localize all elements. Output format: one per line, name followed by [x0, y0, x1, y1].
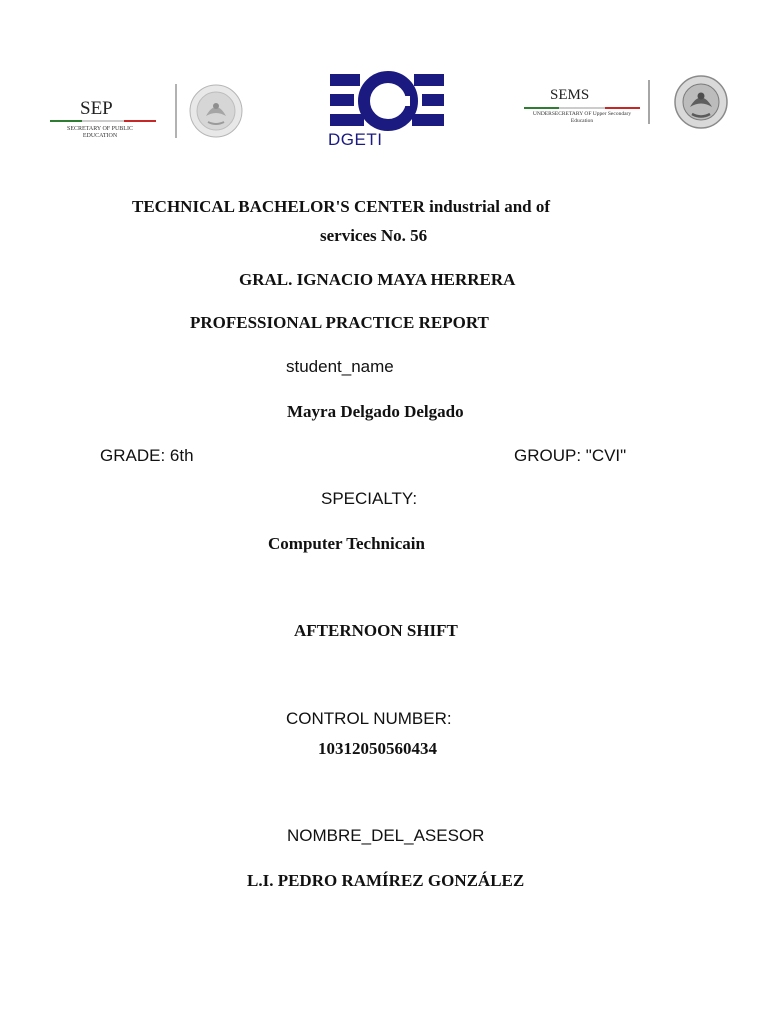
mexico-seal-icon — [668, 74, 734, 130]
mexico-seal-icon — [172, 80, 252, 142]
specialty-value: Computer Technicain — [268, 534, 425, 553]
institution-line-2: services No. 56 — [320, 226, 428, 245]
control-number-label: CONTROL NUMBER: — [286, 709, 452, 728]
report-title: PROFESSIONAL PRACTICE REPORT — [190, 313, 489, 332]
sep-logo-subtitle: SECRETARY OF PUBLIC EDUCATION — [67, 126, 133, 139]
sems-logo-text: SEMS — [550, 87, 590, 103]
dgeti-logo — [326, 70, 448, 152]
school-name: GRAL. IGNACIO MAYA HERRERA — [239, 270, 516, 289]
sems-logo — [522, 78, 652, 134]
shift: AFTERNOON SHIFT — [294, 621, 458, 640]
sep-logo — [46, 72, 166, 144]
student-label: student_name — [286, 357, 394, 376]
specialty-label: SPECIALTY: — [321, 489, 418, 508]
student-name: Mayra Delgado Delgado — [287, 402, 464, 421]
tricolor-line — [524, 107, 640, 109]
sems-logo-subtitle: UNDERSECRETARY OF Upper Secondary Education — [532, 111, 632, 124]
dgeti-logo-text: DGETI — [328, 130, 383, 149]
control-number: 10312050560434 — [318, 739, 437, 758]
sep-logo-text: SEP — [80, 98, 113, 119]
advisor-label: NOMBRE_DEL_ASESOR — [287, 826, 485, 845]
institution-line-1: TECHNICAL BACHELOR'S CENTER industrial and of — [132, 197, 551, 216]
grade-field: GRADE: 6th — [100, 446, 194, 465]
tricolor-line — [50, 120, 156, 122]
advisor-name: L.I. PEDRO RAMÍREZ GONZÁLEZ — [247, 871, 525, 890]
group-field: GROUP: "CVI" — [514, 446, 627, 465]
